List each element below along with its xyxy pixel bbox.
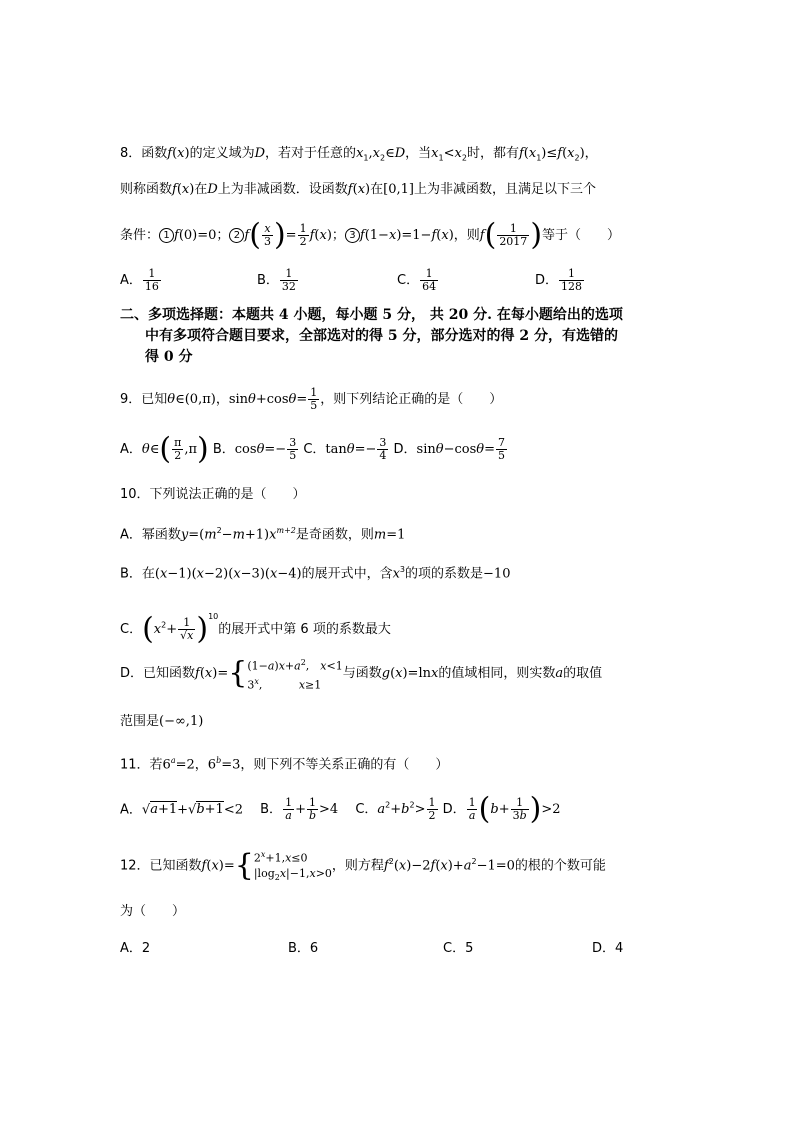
q10-option-c: C．($x^2+$ $\frac{1}{√x}$ )$^{10}$的展开式中第 6 项的系数最大 <box>120 611 391 647</box>
q12-option-d: D．4 <box>592 941 624 956</box>
q11-option-a: A．√a+1+√b+1<2 <box>120 802 243 818</box>
q11-options <box>120 788 561 827</box>
q12-stem-cont: 为（ ） <box>120 904 186 919</box>
q10-stem: 10．下列说法正确的是（ ） <box>120 487 306 502</box>
q8-option-b: B． $\frac{1}{32}$ <box>257 267 296 293</box>
q8-line2: 则称函数f(x)在D上为非减函数．设函数f(x)在[0,1]上为非减函数，且满足以下三个 <box>120 182 596 197</box>
q12-option-a: A．2 <box>120 941 151 956</box>
section2-line2: 中有多项符合题目要求，全部选对的得 5 分，部分选对的得 2 分，有选错的 <box>145 328 618 344</box>
q8-option-a: A． $\frac{1}{16}$ <box>120 267 159 293</box>
q8-options <box>120 268 680 304</box>
circled-3: 3 <box>345 228 360 243</box>
q10-option-d: D．已知函数f(x)={ $(1-a)x+a^2$, x<1 3$^x$, x≥1 与函数g(x)=lnx的值域相同，则实数a的取值 <box>120 655 603 692</box>
q9-option-c: C．tanθ=− $\frac{3}{4}$ <box>303 436 387 462</box>
section2-line1: 二、多项选择题：本题共 4 小题，每小题 5 分， 共 20 分. 在每小题给出的选项 <box>120 307 623 323</box>
circled-1: 1 <box>159 228 174 243</box>
q12-options <box>120 940 680 960</box>
q11-option-c: C．$a^2+b^2>$ $\frac{1}{2}$ <box>342 796 436 823</box>
q11-option-d: D． $\frac{1}{a}$ (b+ $\frac{1}{3b}$ )>2 <box>442 791 561 827</box>
q10-option-a: A．幂函数$y=(m^2-m+1)x^{m+2}$是奇函数，则m=1 <box>120 526 406 543</box>
q10-option-d-cont: 范围是(−∞,1) <box>120 714 204 729</box>
q9-option-a: A．θ∈( $\frac{\pi}{2}$ ,π) <box>120 431 209 467</box>
q8-line1: 8．函数f(x)的定义域为D，若对于任意的$x_1,x_2\in D$，当$x_1<x_2$时，都有$f(x_1)\le f(x_2)$， <box>120 146 598 163</box>
q8-option-c: C． $\frac{1}{64}$ <box>397 267 437 293</box>
q8-option-d: D． $\frac{1}{128}$ <box>535 267 583 293</box>
q12-option-c: C．5 <box>443 941 474 956</box>
circled-2: 2 <box>229 228 244 243</box>
section2-line3: 得 0 分 <box>145 349 193 365</box>
q11-option-b: B． $\frac{1}{a}$ + $\frac{1}{b}$ >4 <box>247 796 339 823</box>
q9-option-b: B．cosθ=− $\frac{3}{5}$ <box>212 436 297 462</box>
q12-option-b: B．6 <box>288 941 319 956</box>
q12-stem: 12．已知函数f(x)={ $2^x+1,x\le 0$ $|\log_2x|-1,x>0$ ，则方程$f^2(x)-2f(x)+a^2-1=0$的根的个数可能 <box>120 847 606 883</box>
q9-options <box>120 432 508 468</box>
q9-option-d: D．sinθ−cosθ= $\frac{7}{5}$ <box>393 436 505 462</box>
q8-line3: 条件： 1 f(0)=0； 2 f( $\frac{x}{3}$ )= $\frac{1}{2}$ f(x)； 3 f(1−x)=1−f(x)，则f( $\frac{1}{2017}$ )等于（ ） <box>120 217 621 253</box>
q10-option-b: B．在(x−1)(x−2)(x−3)(x−4)的展开式中，含$x^3$的项的系数是−10 <box>120 565 511 582</box>
q9-stem: 9．已知θ∈(0,π)，sinθ+cosθ= $\frac{1}{5}$ ，则下列结论正确的是（ ） <box>120 386 503 412</box>
q11-stem: 11．若$6^a=2$，$6^b=3$，则下列不等关系正确的有（ ） <box>120 756 449 773</box>
